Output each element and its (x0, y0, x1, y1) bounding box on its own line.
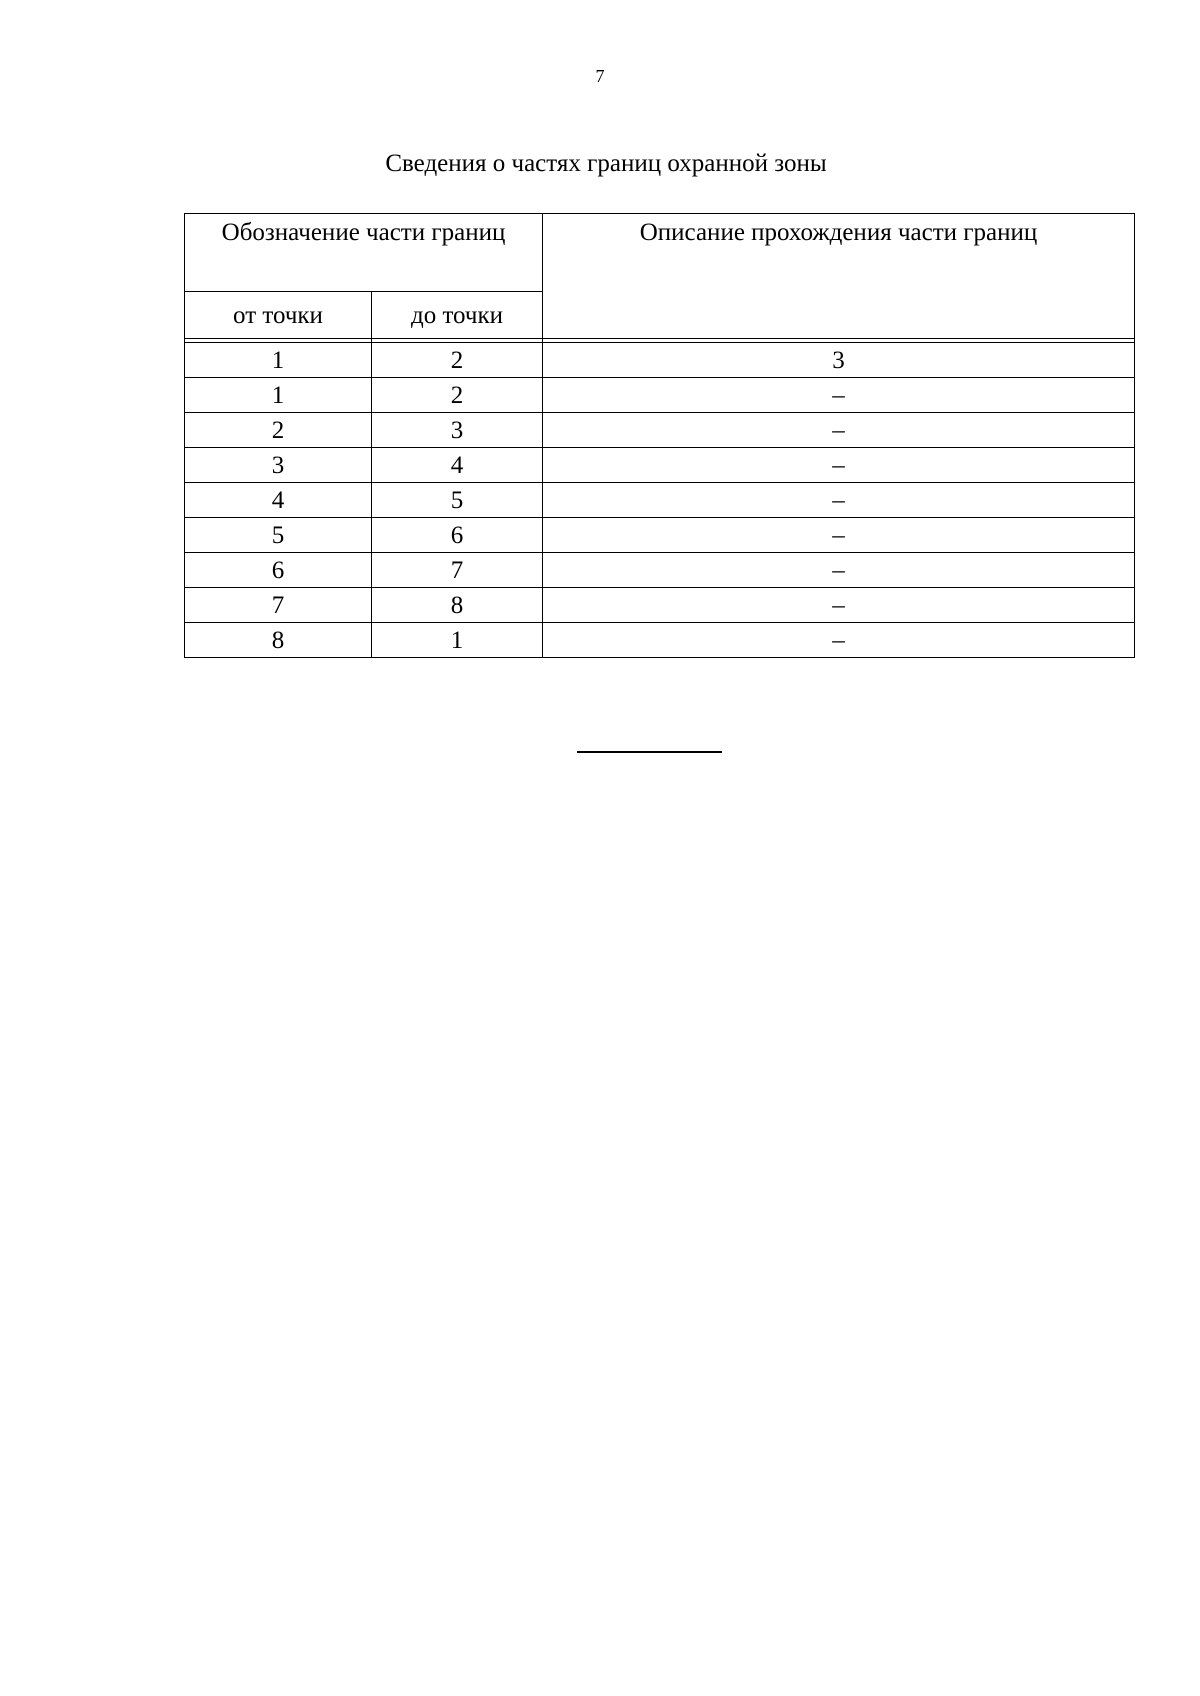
cell-from: 4 (185, 483, 372, 518)
header-description-label: Описание прохождения части границ (543, 214, 1135, 339)
cell-description: – (543, 448, 1135, 483)
cell-to: 4 (372, 448, 543, 483)
column-number: 3 (543, 343, 1135, 378)
table-row (185, 518, 1135, 553)
table-row (185, 588, 1135, 623)
table-row (185, 448, 1135, 483)
cell-to: 7 (372, 553, 543, 588)
cell-description: – (543, 553, 1135, 588)
cell-to: 6 (372, 518, 543, 553)
cell-to: 3 (372, 413, 543, 448)
cell-from: 6 (185, 553, 372, 588)
table-row (185, 553, 1135, 588)
cell-from: 3 (185, 448, 372, 483)
column-number: 2 (372, 343, 543, 378)
cell-description: – (543, 483, 1135, 518)
cell-description: – (543, 413, 1135, 448)
table-body (185, 378, 1135, 658)
table-row (185, 483, 1135, 518)
cell-description: – (543, 378, 1135, 413)
table-row (185, 413, 1135, 448)
header-to-label: до точки (372, 292, 543, 339)
header-from-label: от точки (185, 292, 372, 339)
cell-to: 2 (372, 378, 543, 413)
cell-from: 8 (185, 623, 372, 658)
cell-description: – (543, 518, 1135, 553)
cell-from: 5 (185, 518, 372, 553)
cell-description: – (543, 588, 1135, 623)
cell-from: 1 (185, 378, 372, 413)
cell-to: 8 (372, 588, 543, 623)
column-number-row (185, 343, 1135, 378)
closing-rule (577, 751, 722, 753)
cell-description: – (543, 623, 1135, 658)
page-number: 7 (595, 66, 605, 86)
cell-from: 2 (185, 413, 372, 448)
cell-from: 7 (185, 588, 372, 623)
cell-to: 5 (372, 483, 543, 518)
table-row (185, 378, 1135, 413)
table-header-row (185, 214, 1135, 292)
header-group-label: Обозначение части границ (185, 214, 543, 292)
cell-to: 1 (372, 623, 543, 658)
column-number: 1 (185, 343, 372, 378)
table-row (185, 623, 1135, 658)
document-title: Сведения о частях границ охранной зоны (385, 150, 827, 177)
boundary-parts-table (184, 213, 1135, 658)
